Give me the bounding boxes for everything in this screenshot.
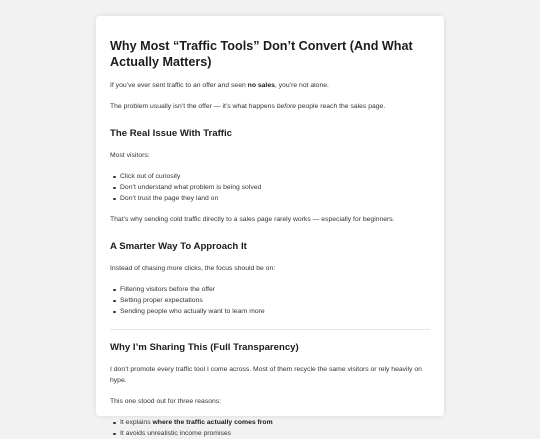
intro-text-end: , you’re not alone. bbox=[274, 82, 329, 89]
problem-emphasis: before bbox=[276, 103, 297, 110]
focus-list bbox=[110, 284, 430, 317]
section-divider bbox=[110, 329, 430, 330]
problem-text-end: people reach the sales page. bbox=[296, 103, 386, 110]
problem-text: The problem usually isn’t the offer — it’s what happens bbox=[110, 103, 277, 110]
list-item: Sending people who actually want to learn more bbox=[117, 306, 430, 317]
list-item: Don’t understand what problem is being solved bbox=[117, 182, 430, 193]
article-title: Why Most “Traffic Tools” Don’t Convert (And What Actually Matters) bbox=[110, 39, 413, 69]
list-item bbox=[117, 417, 430, 428]
intro-paragraph bbox=[110, 80, 430, 91]
list-item: Don’t trust the page they land on bbox=[117, 193, 430, 204]
reason-text: It explains bbox=[120, 419, 153, 426]
section-heading-smarter-way: A Smarter Way To Approach It bbox=[110, 241, 247, 252]
section-real-issue-lead: Most visitors: bbox=[110, 152, 150, 159]
list-item: Filtering visitors before the offer bbox=[117, 284, 430, 295]
visitor-issues-list bbox=[110, 171, 430, 204]
list-item: It avoids unrealistic income promises bbox=[117, 428, 430, 439]
problem-paragraph bbox=[110, 101, 430, 112]
list-item: Setting proper expectations bbox=[117, 295, 430, 306]
list-item: Click out of curiosity bbox=[117, 171, 430, 182]
intro-text: If you’ve ever sent traffic to an offer and seen bbox=[110, 82, 248, 89]
transparency-lead: This one stood out for three reasons: bbox=[110, 398, 222, 405]
intro-emphasis: no sales bbox=[247, 82, 275, 89]
section-heading-real-issue: The Real Issue With Traffic bbox=[110, 128, 232, 139]
reasons-list bbox=[110, 417, 430, 439]
section-heading-transparency: Why I’m Sharing This (Full Transparency) bbox=[110, 342, 299, 353]
reason-emphasis: where the traffic actually comes from bbox=[152, 419, 273, 426]
section-real-issue-conclusion: That’s why sending cold traffic directly to a sales page rarely works — especially for beginners. bbox=[110, 216, 395, 223]
section-smarter-way-lead: Instead of chasing more clicks, the focus should be on: bbox=[110, 265, 276, 272]
transparency-paragraph: I don’t promote every traffic tool I come across. Most of them recycle the same visitors or rely heavily on hype. bbox=[110, 366, 422, 384]
article-card bbox=[96, 16, 444, 437]
